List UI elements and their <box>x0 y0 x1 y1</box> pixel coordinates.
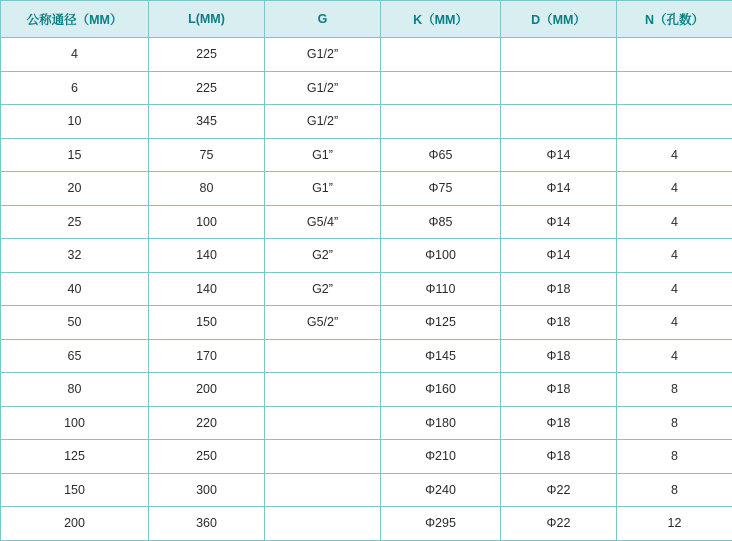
cell-nominal-diameter: 65 <box>1 339 149 373</box>
cell-nominal-diameter: 15 <box>1 138 149 172</box>
table-row <box>1 339 732 373</box>
cell-d: Φ22 <box>501 507 617 541</box>
cell-k: Φ85 <box>381 205 501 239</box>
cell-thread <box>265 473 381 507</box>
cell-d: Φ18 <box>501 339 617 373</box>
cell-nominal-diameter: 80 <box>1 373 149 407</box>
cell-k: Φ240 <box>381 473 501 507</box>
cell-hole-count: 4 <box>617 339 732 373</box>
cell-length: 345 <box>149 105 265 139</box>
cell-hole-count: 8 <box>617 373 732 407</box>
cell-d: Φ14 <box>501 239 617 273</box>
cell-hole-count <box>617 71 732 105</box>
table-row <box>1 473 732 507</box>
cell-d <box>501 38 617 72</box>
cell-thread <box>265 406 381 440</box>
table-row <box>1 239 732 273</box>
cell-k: Φ110 <box>381 272 501 306</box>
table-header <box>1 1 732 38</box>
column-header-k: K（MM） <box>381 1 501 38</box>
cell-d: Φ14 <box>501 172 617 206</box>
cell-hole-count <box>617 38 732 72</box>
table-row <box>1 306 732 340</box>
cell-d: Φ14 <box>501 138 617 172</box>
cell-hole-count: 12 <box>617 507 732 541</box>
cell-length: 220 <box>149 406 265 440</box>
cell-nominal-diameter: 4 <box>1 38 149 72</box>
cell-nominal-diameter: 10 <box>1 105 149 139</box>
cell-d: Φ18 <box>501 440 617 474</box>
table-row <box>1 105 732 139</box>
cell-d: Φ22 <box>501 473 617 507</box>
table-row <box>1 440 732 474</box>
cell-thread: G5/4” <box>265 205 381 239</box>
cell-d: Φ18 <box>501 406 617 440</box>
cell-nominal-diameter: 40 <box>1 272 149 306</box>
cell-length: 140 <box>149 239 265 273</box>
cell-thread: G1/2” <box>265 38 381 72</box>
cell-length: 200 <box>149 373 265 407</box>
table-row <box>1 272 732 306</box>
table-row <box>1 373 732 407</box>
cell-length: 150 <box>149 306 265 340</box>
cell-thread: G1/2” <box>265 71 381 105</box>
cell-k <box>381 105 501 139</box>
cell-thread: G2” <box>265 239 381 273</box>
cell-thread: G1” <box>265 172 381 206</box>
cell-length: 360 <box>149 507 265 541</box>
cell-k: Φ65 <box>381 138 501 172</box>
cell-k <box>381 38 501 72</box>
cell-d <box>501 105 617 139</box>
cell-thread <box>265 339 381 373</box>
table-row <box>1 507 732 541</box>
cell-nominal-diameter: 125 <box>1 440 149 474</box>
cell-hole-count <box>617 105 732 139</box>
cell-thread <box>265 373 381 407</box>
cell-length: 80 <box>149 172 265 206</box>
table-row <box>1 205 732 239</box>
cell-hole-count: 4 <box>617 172 732 206</box>
column-header-d: D（MM） <box>501 1 617 38</box>
cell-hole-count: 4 <box>617 239 732 273</box>
column-header-nominal-diameter: 公称通径（MM） <box>1 1 149 38</box>
cell-nominal-diameter: 25 <box>1 205 149 239</box>
table-header-row <box>1 1 732 38</box>
table-row <box>1 71 732 105</box>
cell-d: Φ18 <box>501 373 617 407</box>
cell-k: Φ125 <box>381 306 501 340</box>
cell-thread: G5/2” <box>265 306 381 340</box>
cell-k: Φ145 <box>381 339 501 373</box>
cell-thread: G1/2” <box>265 105 381 139</box>
table-row <box>1 138 732 172</box>
cell-length: 140 <box>149 272 265 306</box>
cell-d <box>501 71 617 105</box>
cell-hole-count: 4 <box>617 272 732 306</box>
cell-k: Φ100 <box>381 239 501 273</box>
cell-thread: G1” <box>265 138 381 172</box>
cell-hole-count: 8 <box>617 406 732 440</box>
cell-nominal-diameter: 6 <box>1 71 149 105</box>
cell-length: 170 <box>149 339 265 373</box>
cell-nominal-diameter: 50 <box>1 306 149 340</box>
cell-length: 225 <box>149 38 265 72</box>
table-row <box>1 38 732 72</box>
table-body <box>1 38 732 541</box>
cell-d: Φ14 <box>501 205 617 239</box>
cell-length: 300 <box>149 473 265 507</box>
column-header-thread: G <box>265 1 381 38</box>
cell-thread: G2” <box>265 272 381 306</box>
cell-d: Φ18 <box>501 272 617 306</box>
cell-length: 225 <box>149 71 265 105</box>
cell-hole-count: 4 <box>617 306 732 340</box>
cell-nominal-diameter: 150 <box>1 473 149 507</box>
cell-length: 75 <box>149 138 265 172</box>
column-header-length: L(MM) <box>149 1 265 38</box>
cell-nominal-diameter: 100 <box>1 406 149 440</box>
cell-nominal-diameter: 32 <box>1 239 149 273</box>
table-row <box>1 406 732 440</box>
cell-hole-count: 8 <box>617 440 732 474</box>
cell-length: 250 <box>149 440 265 474</box>
cell-d: Φ18 <box>501 306 617 340</box>
cell-hole-count: 8 <box>617 473 732 507</box>
cell-k <box>381 71 501 105</box>
cell-k: Φ75 <box>381 172 501 206</box>
cell-thread <box>265 440 381 474</box>
column-header-hole-count: N（孔数） <box>617 1 732 38</box>
cell-length: 100 <box>149 205 265 239</box>
cell-thread <box>265 507 381 541</box>
cell-k: Φ180 <box>381 406 501 440</box>
table-row <box>1 172 732 206</box>
cell-hole-count: 4 <box>617 138 732 172</box>
cell-k: Φ160 <box>381 373 501 407</box>
cell-nominal-diameter: 200 <box>1 507 149 541</box>
cell-hole-count: 4 <box>617 205 732 239</box>
cell-nominal-diameter: 20 <box>1 172 149 206</box>
cell-k: Φ295 <box>381 507 501 541</box>
cell-k: Φ210 <box>381 440 501 474</box>
